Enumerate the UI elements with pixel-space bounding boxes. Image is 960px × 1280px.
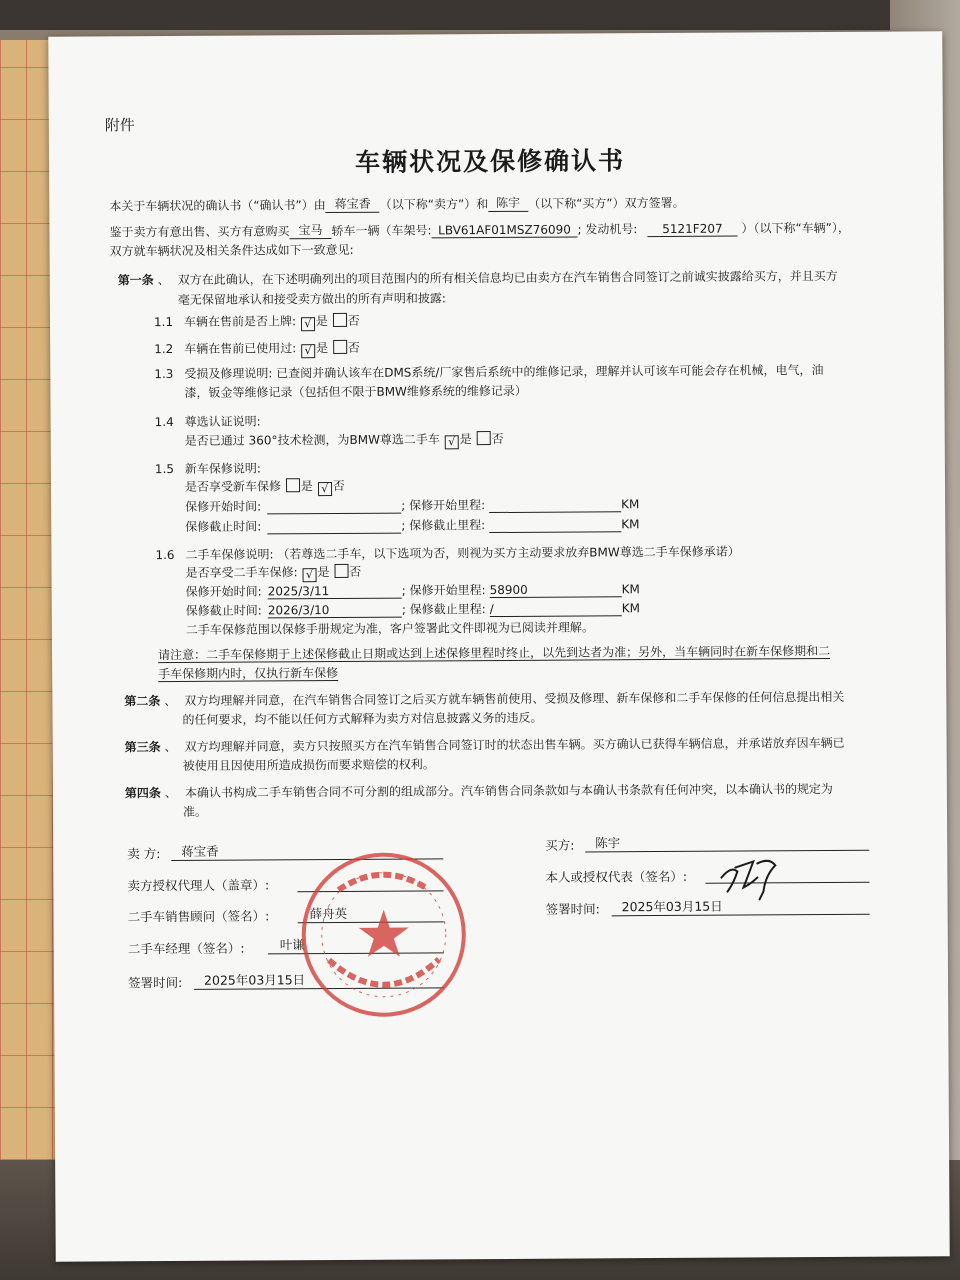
article-4-line-2: 准。 — [182, 804, 208, 819]
option-yes: 是 — [315, 314, 328, 329]
article-4-text: 本确认书构成二手车销售合同不可分割的组成部分。汽车销售合同条款如与本确认书条款有任何冲突，以本确认书的规定为 — [184, 781, 833, 800]
item-text: 受损及修理说明: 已查阅并确认该车在DMS系统/厂家售后系统中的维修记录，理解并认可该车可能会存在机械，电气，油 — [184, 363, 824, 381]
new-warranty-start-km-field[interactable] — [489, 497, 621, 513]
item-1-2 — [154, 339, 360, 359]
unit-km: KM — [621, 497, 640, 512]
item-1-5-title — [155, 459, 261, 477]
company-seal-icon — [298, 849, 469, 1020]
article-3-sep: 、 — [164, 739, 177, 755]
checkbox-1-2-yes[interactable]: √ — [301, 344, 315, 358]
article-2-line-1 — [124, 688, 844, 709]
intro-line-3: 双方就车辆状况及相关条件达成如下一致意见: — [109, 242, 354, 259]
used-warranty-start-km-field[interactable]: 58900 — [490, 582, 622, 598]
article-4-label: 第四条 — [124, 786, 161, 801]
item-1-4-question — [185, 430, 504, 451]
buyer-rep-label: 本人或授权代表（签名）: — [545, 868, 688, 885]
field-label: ; 保修开始里程: — [401, 498, 486, 513]
field-label: ; 保修截止里程: — [401, 602, 486, 617]
item-title: 二手车保修说明: （若尊选二手车，以下选项为否，则视为买方主动要求放弃BMW尊选二手车保修承诺） — [185, 544, 740, 562]
checkbox-1-1-no[interactable] — [333, 313, 347, 327]
article-3-label: 第三条 — [124, 740, 161, 755]
item-title: 新车保修说明: — [184, 461, 261, 476]
option-yes: 是 — [300, 479, 313, 494]
buyer-date: 2025年03月15日 — [621, 898, 723, 915]
new-warranty-end-km-field[interactable] — [489, 517, 621, 533]
item-number: 1.3 — [154, 366, 174, 382]
background-top — [0, 0, 960, 30]
article-2-line-2: 的任何要求，均不能以任何方式解释为卖方对信息披露义务的违反。 — [182, 710, 543, 727]
engine-number-field: 5121F207 — [647, 222, 737, 238]
item-1-6-question — [185, 563, 361, 583]
unit-km: KM — [621, 517, 640, 532]
item-text: 是否已通过 360°技术检测，为BMW尊选二手车 — [184, 432, 440, 448]
seller-value: 蒋宝香 — [181, 843, 219, 859]
article-1-label: 第一条 — [117, 273, 154, 288]
item-number: 1.5 — [154, 461, 175, 477]
document-page — [48, 31, 949, 1261]
intro-line-1 — [109, 193, 684, 215]
field-label: 保修开始时间: — [185, 499, 262, 514]
field-label: 保修截止时间: — [185, 603, 262, 618]
article-4-sep: 、 — [164, 785, 177, 801]
item-text: 是否享受二手车保修: — [185, 565, 298, 580]
item-1-4-title — [155, 412, 261, 430]
item-number: 1.2 — [154, 341, 174, 357]
notice-line-2 — [158, 664, 338, 682]
option-no: 否 — [349, 564, 362, 579]
item-1-3-line-1 — [154, 361, 823, 382]
item-number: 1.1 — [153, 314, 174, 330]
item-1-6-start-row — [186, 580, 640, 600]
option-no: 否 — [491, 431, 504, 447]
vin-field: LBV61AF01MSZ76090 — [431, 223, 577, 239]
notice-text: 手车保修期内时，仅执行新车保修 — [158, 665, 339, 682]
intro-text: （以下称“买方”）双方签署。 — [528, 195, 685, 211]
seller-label: 卖 方: — [127, 846, 161, 862]
checkbox-1-6-yes[interactable]: √ — [302, 568, 316, 582]
option-no: 否 — [347, 340, 360, 355]
article-3-line-1 — [125, 734, 845, 755]
buyer-value: 陈宇 — [595, 835, 621, 851]
article-1-line-1 — [118, 267, 838, 288]
brand-field: 宝马 — [289, 221, 331, 239]
option-no: 否 — [332, 478, 345, 494]
checkbox-1-1-yes[interactable]: √ — [301, 317, 315, 331]
buyer-label: 买方: — [545, 837, 575, 853]
article-1-text: 双方在此确认，在下述明确列出的项目范围内的所有相关信息均已由卖方在汽车销售合同签订之前诚实披露给买方，并且买方 — [177, 268, 838, 287]
checkbox-1-2-no[interactable] — [333, 340, 347, 354]
field-label: ; 保修开始里程: — [401, 583, 486, 598]
option-yes: 是 — [459, 432, 472, 447]
buyer-date-line — [612, 914, 870, 917]
article-2-label: 第二条 — [124, 694, 161, 709]
article-2-sep: 、 — [164, 693, 177, 709]
item-1-6-scope: 二手车保修范围以保修手册规定为准，客户签署此文件即视为已阅读并理解。 — [185, 620, 594, 637]
intro-text: 轿车一辆（车架号: — [331, 223, 432, 239]
intro-text: 本关于车辆状况的确认书（“确认书”）由 — [109, 198, 326, 214]
intro-line-2 — [109, 218, 850, 241]
consultant-label: 二手车销售顾问（签名）: — [127, 908, 270, 925]
intro-text: 鉴于卖方有意出售、买方有意购买 — [109, 224, 290, 240]
seller-agent-label: 卖方授权代理人（盖章）: — [127, 877, 270, 894]
unit-km: KM — [621, 582, 640, 597]
notice-text: 请注意：二手车保修期于上述保修截止日期或达到上述保修里程时终止，以先到达者为准；另外，当车辆同时在新车保修期和二 — [158, 643, 831, 663]
item-1-3-line-2: 漆，钣金等维修记录（包括但不限于BMW维修系统的维修记录） — [184, 383, 527, 400]
item-1-5-end-row — [185, 515, 639, 535]
consultant-value: 薛舟英 — [309, 905, 348, 922]
manager-label: 二手车经理（签名）: — [127, 940, 245, 957]
new-warranty-end-time-field[interactable] — [267, 519, 401, 535]
buyer-name-field: 陈宇 — [488, 194, 528, 212]
new-warranty-start-time-field[interactable] — [267, 499, 401, 515]
notice-line-1 — [158, 642, 830, 663]
article-3-text: 双方均理解并同意，卖方只按照买方在汽车销售合同签订时的状态出售车辆。买方确认已获得车辆信息，并承诺放弃因车辆已 — [184, 735, 845, 754]
item-text: 车辆在售前是否上牌: — [183, 314, 297, 329]
item-text: 车辆在售前已使用过: — [184, 341, 297, 356]
option-no: 否 — [347, 313, 360, 328]
item-1-6-end-row — [186, 599, 640, 619]
used-warranty-end-km-field[interactable]: / — [490, 601, 622, 617]
field-label: ; 保修截止里程: — [401, 518, 486, 533]
item-number: 1.6 — [155, 547, 175, 563]
item-1-1 — [154, 312, 360, 332]
option-yes: 是 — [317, 565, 330, 580]
item-text: 是否享受新车保修 — [184, 479, 282, 494]
manager-value: 叶谦 — [279, 937, 305, 953]
field-label: 保修截止时间: — [185, 519, 262, 534]
item-number: 1.4 — [154, 414, 174, 430]
option-yes: 是 — [316, 341, 329, 356]
article-1-sep: 、 — [157, 273, 170, 288]
used-warranty-start-time-field[interactable]: 2025/3/11 — [268, 584, 402, 600]
attachment-label: 附件 — [104, 116, 135, 135]
article-1-line-2: 毫无保留地承认和接受卖方做出的所有声明和披露: — [177, 291, 446, 307]
article-2-text: 双方均理解并同意，在汽车销售合同签订之后买方就车辆售前使用、受损及修理、新车保修和二手车保修的任何信息提出相关 — [184, 689, 845, 708]
item-1-5-start-row — [185, 495, 639, 515]
item-1-6-title — [155, 543, 739, 564]
article-3-line-2: 被使用且因使用所造成损伤而要求赔偿的权利。 — [182, 757, 435, 773]
seller-date: 2025年03月15日 — [203, 972, 306, 988]
unit-km: KM — [621, 601, 640, 616]
seller-name-field: 蒋宝香 — [326, 195, 380, 213]
checkbox-1-4-yes[interactable]: √ — [445, 435, 459, 449]
seller-date-label: 签署时间: — [128, 974, 183, 991]
checkbox-1-6-no[interactable] — [334, 564, 348, 578]
used-warranty-end-time-field[interactable]: 2026/3/10 — [268, 603, 402, 619]
buyer-signature-icon — [713, 847, 783, 907]
article-4-line-1 — [125, 780, 833, 801]
intro-text: （以下称“卖方”）和 — [379, 197, 489, 212]
item-title: 尊选认证说明: — [184, 414, 261, 429]
intro-text: ）（以下称“车辆”）， — [741, 220, 850, 236]
field-label: 保修开始时间: — [185, 584, 262, 599]
item-1-5-question — [185, 477, 345, 497]
document-title: 车辆状况及保修确认书 — [354, 146, 626, 177]
buyer-date-label: 签署时间: — [545, 901, 600, 917]
checkbox-1-4-no[interactable] — [477, 431, 491, 445]
intro-text: ; 发动机号: — [577, 222, 638, 237]
checkbox-1-5-yes[interactable] — [286, 478, 300, 492]
checkbox-1-5-no[interactable]: √ — [318, 482, 332, 496]
